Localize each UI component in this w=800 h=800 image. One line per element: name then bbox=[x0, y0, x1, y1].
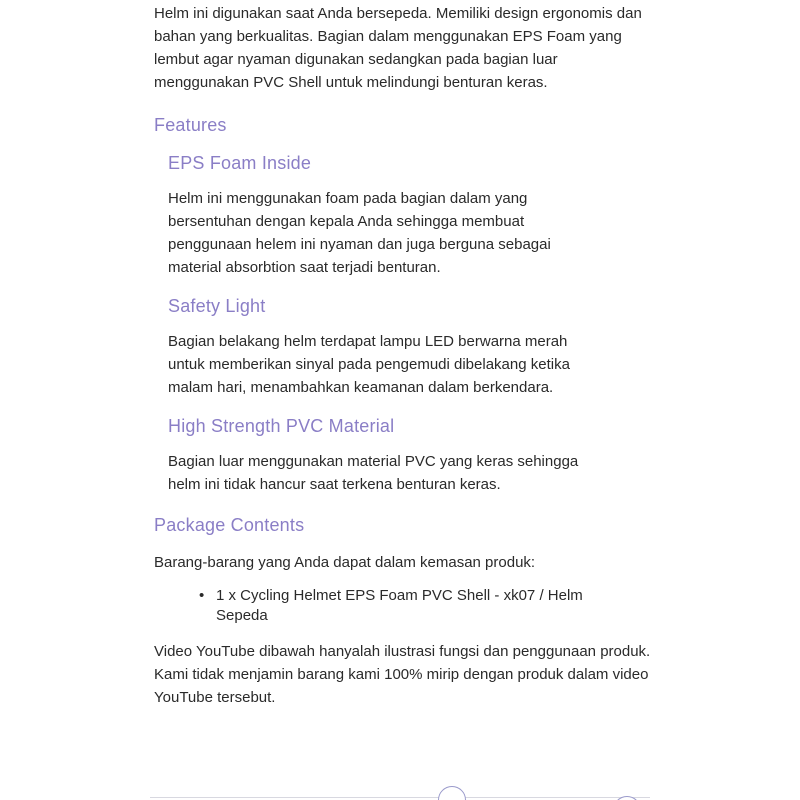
list-item-text: 1 x Cycling Helmet EPS Foam PVC Shell - xk07 / Helm Sepeda bbox=[216, 587, 583, 624]
feature-body: Helm ini menggunakan foam pada bagian dalam yang bersentuhan dengan kepala Anda sehingga membuat penggunaan helem ini nyaman dan juga berguna sebagai material absorbtion saat terjadi benturan. bbox=[168, 190, 551, 276]
bullet-icon: • bbox=[199, 587, 205, 604]
product-description bbox=[154, 2, 654, 709]
feature-body: Bagian belakang helm terdapat lampu LED berwarna merah untuk memberikan sinyal pada pengemudi dibelakang ketika malam hari, menambahkan keamanan dalam berkendara. bbox=[168, 333, 570, 396]
divider bbox=[150, 797, 650, 798]
feature-body: Bagian luar menggunakan material PVC yang keras sehingga helm ini tidak hancur saat terkena benturan keras. bbox=[168, 453, 579, 493]
package-contents-heading: Package Contents bbox=[154, 515, 305, 535]
features-heading: Features bbox=[154, 115, 227, 135]
feature-title: High Strength PVC Material bbox=[168, 416, 395, 436]
list-item bbox=[199, 586, 616, 626]
feature-safety-light bbox=[168, 294, 608, 399]
package-list bbox=[154, 586, 654, 626]
feature-title: EPS Foam Inside bbox=[168, 153, 312, 173]
carousel-dot[interactable] bbox=[438, 786, 466, 800]
feature-pvc-material bbox=[168, 414, 608, 496]
feature-eps-foam bbox=[168, 151, 608, 279]
disclaimer-paragraph: Video YouTube dibawah hanyalah ilustrasi fungsi dan penggunaan produk. Kami tidak menjamin barang kami 100% mirip dengan produk dalam video YouTube tersebut. bbox=[154, 643, 651, 706]
feature-title: Safety Light bbox=[168, 296, 266, 316]
package-intro: Barang-barang yang Anda dapat dalam kemasan produk: bbox=[154, 554, 536, 571]
intro-paragraph: Helm ini digunakan saat Anda bersepeda. Memiliki design ergonomis dan bahan yang berkualitas. Bagian dalam menggunakan EPS Foam yang lembut agar nyaman digunakan sedangkan pada bagian luar menggunakan PVC Shell untuk melindungi benturan keras. bbox=[154, 5, 642, 91]
